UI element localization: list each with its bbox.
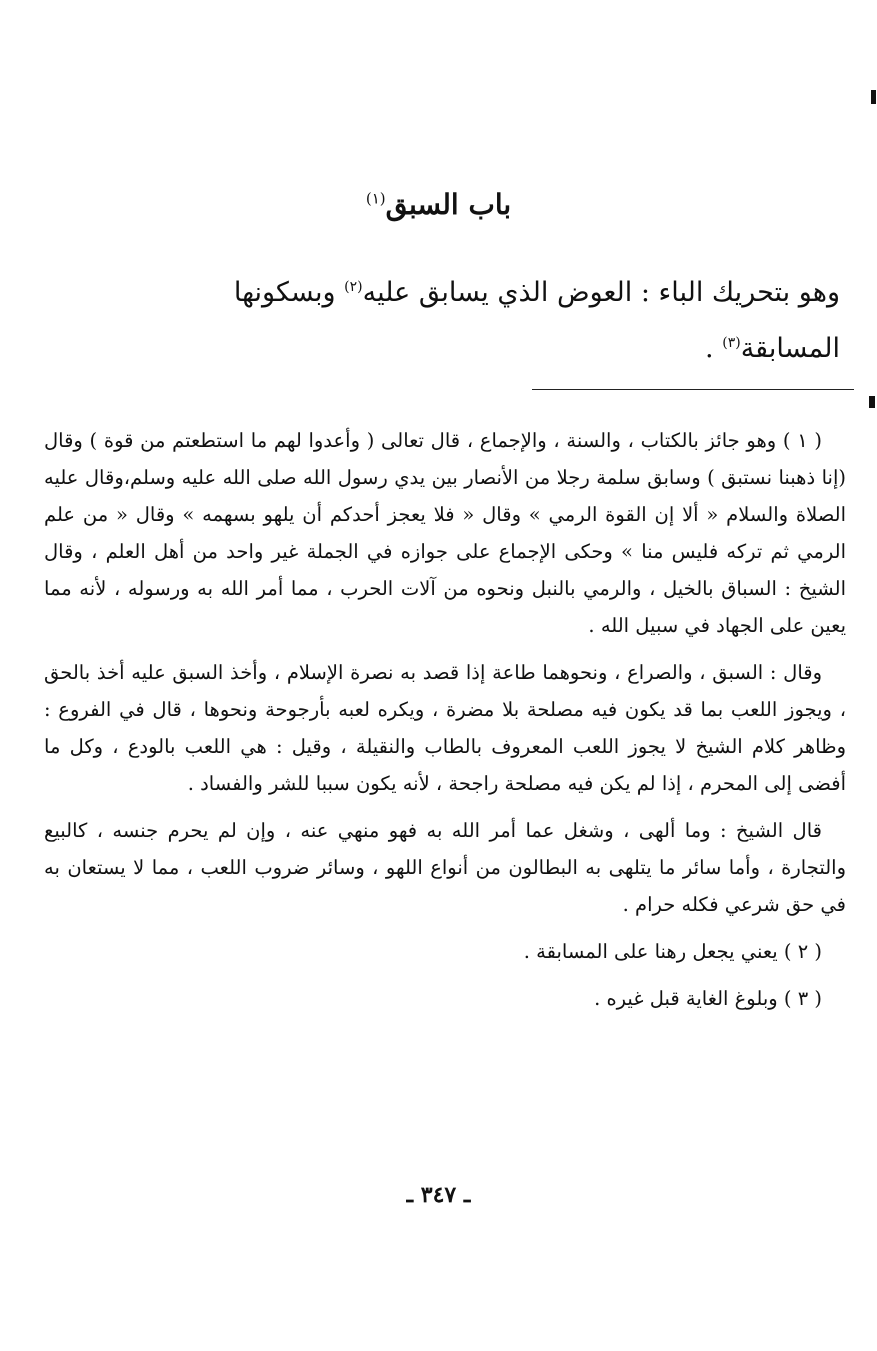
footnote-2: ( ٢ ) يعني يجعل رهنا على المسابقة . [523, 940, 822, 963]
chapter-title [0, 188, 877, 221]
chapter-title-text: باب السبق [385, 188, 512, 221]
footnote-1-paragraph: وقال : السبق ، والصراع ، ونحوهما طاعة إذا قصد به نصرة الإسلام ، وأخذ السبق عليه أخذ بالحق ، ويجوز اللعب بما قد يكون فيه مصلحة بلا مضرة ، ويكره لعبه بأرجوحة ونحوها ، قال في الفروع : وظاهر كلام الشيخ لا يجوز اللعب المعروف بالطاب والنقيلة ، وقيل : هي اللعب بالودع ، وكل ما أفضى إلى المحرم ، إذا لم يكن فيه مصلحة راجحة ، لأنه يكون سببا للشر والفساد . [44, 661, 846, 795]
footnote-ref: (٣) [722, 335, 741, 351]
main-text-line: . [705, 333, 723, 364]
margin-mark [869, 396, 875, 408]
footnote-ref: (٢) [344, 279, 363, 295]
main-text [118, 262, 840, 374]
footnote-3: ( ٣ ) وبلوغ الغاية قبل غيره . [594, 987, 822, 1010]
footnote-1: ( ١ ) وهو جائز بالكتاب ، والسنة ، والإجماع ، قال تعالى ( وأعدوا لهم ما استطعتم من قوة ) وقال (إنا ذهبنا نستبق ) وسابق سلمة رجلا من الأنصار بين يدي رسول الله صلى الله عليه وسلم،وقال عليه الصلاة والسلام « ألا إن القوة الرمي » وقال « فلا يعجز أحدكم أن يلهو بسهمه » وقال « من علم الرمي ثم تركه فليس منا » وحكى الإجماع على جوازه في الجملة غير واحد من أهل العلم ، وقال الشيخ : السباق بالخيل ، والرمي بالنبل ونحوه من آلات الحرب ، مما أمر الله به ورسوله ، لأنه مما يعين على الجهاد في سبيل الله . [44, 429, 846, 637]
page-number: ـ ٣٤٧ ـ [406, 1182, 471, 1208]
footnote-1-paragraph: قال الشيخ : وما ألهى ، وشغل عما أمر الله به فهو منهي عنه ، وإن لم يحرم جنسه ، كالبيع والتجارة ، وأما سائر ما يتلهى به البطالون من أنواع اللهو ، وسائر ضروب اللعب ، مما لا يستعان به في حق شرعي فكله حرام . [44, 819, 846, 916]
footnote-ref: (١) [365, 189, 386, 208]
main-text-line: وبسكونها [233, 277, 345, 308]
margin-mark [871, 90, 876, 104]
main-text-line: المسابقة [740, 333, 840, 364]
footnotes [44, 422, 846, 1017]
main-text-line: وهو بتحريك الباء : العوض الذي يسابق عليه [362, 277, 840, 308]
footnote-divider [532, 389, 854, 390]
